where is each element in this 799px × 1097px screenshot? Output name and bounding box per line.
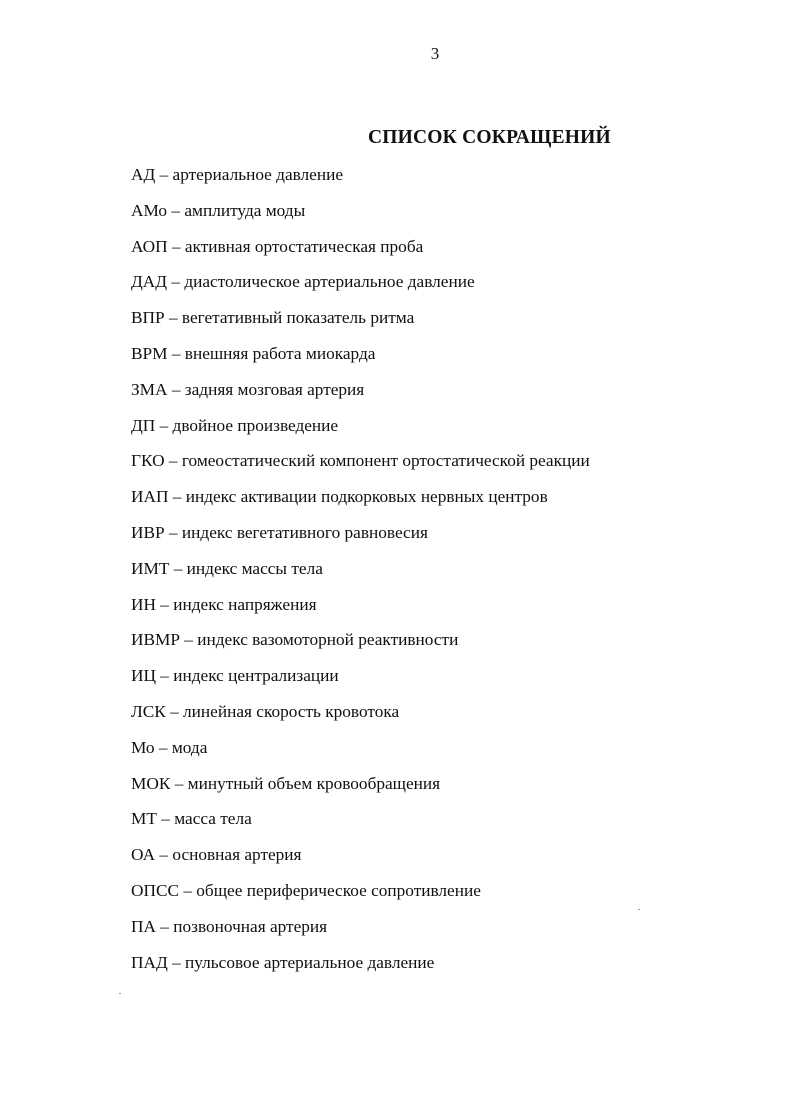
list-item: ДП – двойное произведение — [131, 415, 339, 435]
list-item: ЗМА – задняя мозговая артерия — [131, 379, 365, 399]
list-item: МТ – масса тела — [131, 809, 252, 829]
list-item: ПА – позвоночная артерия — [131, 916, 328, 936]
list-item: Мо – мода — [131, 737, 208, 757]
list-item: ИЦ – индекс централизации — [131, 666, 339, 686]
scan-speck — [638, 909, 640, 910]
list-item: МОК – минутный объем кровообращения — [131, 773, 441, 793]
list-item: АД – артериальное давление — [131, 165, 344, 184]
list-item: ДАД – диастолическое артериальное давление — [131, 272, 475, 292]
list-item: ГКО – гомеостатический компонент ортостатической реакции — [131, 451, 590, 471]
list-item: ВПР – вегетативный показатель ритма — [131, 308, 415, 328]
list-item: ОПСС – общее периферическое сопротивление — [131, 880, 481, 900]
list-item: ИВР – индекс вегетативного равновесия — [131, 522, 428, 542]
list-item: АОП – активная ортостатическая проба — [131, 236, 424, 256]
list-item: ЛСК – линейная скорость кровотока — [131, 701, 400, 721]
list-item: АМо – амплитуда моды — [131, 200, 306, 220]
list-item: ИВМР – индекс вазомоторной реактивности — [131, 630, 459, 650]
list-item: ИМТ – индекс массы тела — [131, 558, 323, 578]
abbreviation-list — [131, 163, 590, 986]
list-item: ИАП – индекс активации подкорковых нервных центров — [131, 487, 548, 507]
page-title: СПИСОК СОКРАЩЕНИЙ — [368, 127, 611, 148]
page-number: 3 — [430, 44, 440, 63]
list-item: ПАД – пульсовое артериальное давление — [131, 952, 435, 972]
scan-speck — [119, 993, 121, 994]
list-item: ВРМ – внешняя работа миокарда — [131, 343, 376, 363]
list-item: ОА – основная артерия — [131, 845, 302, 865]
list-item: ИН – индекс напряжения — [131, 594, 317, 614]
